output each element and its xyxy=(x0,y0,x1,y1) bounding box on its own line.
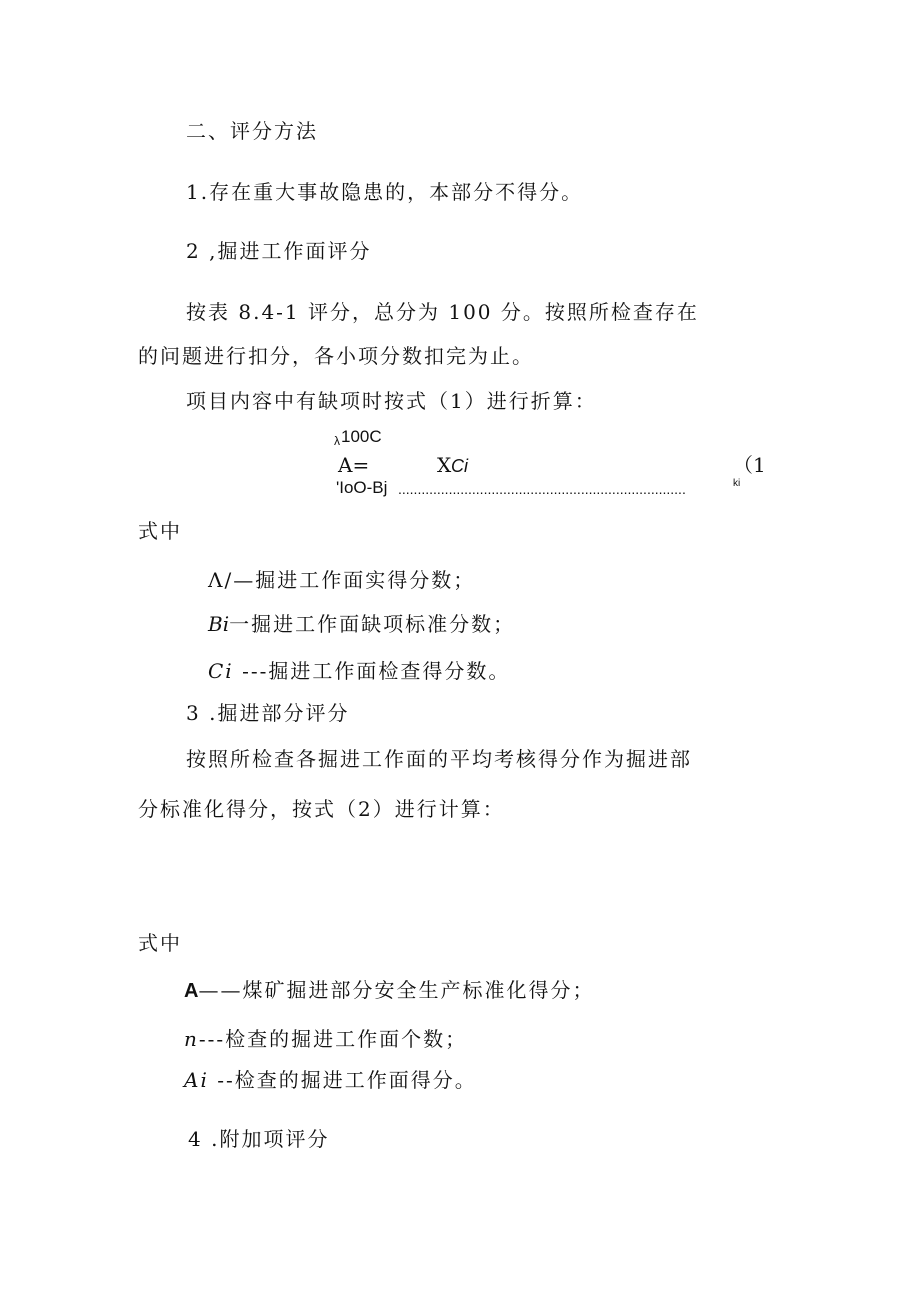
formula-1-ki-label: ki xyxy=(733,478,741,489)
item-1-text: 1.存在重大事故隐患的，本部分不得分。 xyxy=(186,180,584,204)
item-3-paragraph-line-1: 按照所检查各掘进工作面的平均考核得分作为掘进部 xyxy=(186,747,692,771)
definition-a-symbol: Λ xyxy=(208,568,225,592)
definition2-ai-text: --检查的掘进工作面得分。 xyxy=(217,1068,477,1092)
section-title: 二、评分方法 xyxy=(186,119,318,143)
definition2-n-symbol: n xyxy=(184,1027,199,1051)
where-label-1: 式中 xyxy=(138,519,182,543)
formula-1-times: X xyxy=(437,453,452,477)
definition-b-symbol: Bi xyxy=(208,612,230,636)
item-4-heading: 4 .附加项评分 xyxy=(188,1127,330,1151)
definition-c-symbol: Ci xyxy=(208,659,234,683)
definition2-a-line xyxy=(184,977,594,1004)
formula-1-dot-leader: .......................................................................... xyxy=(398,481,686,497)
definition-c-text: ---掘进工作面检查得分数。 xyxy=(242,659,511,683)
item-2-paragraph-line-2: 的问题进行扣分，各小项分数扣完为止。 xyxy=(138,344,534,368)
definition-a-text: /—掘进工作面实得分数； xyxy=(224,568,476,592)
definition-b-text: 一掘进工作面缺项标准分数； xyxy=(229,612,516,636)
definition2-a-text: ——煤矿掘进部分安全生产标准化得分； xyxy=(198,978,595,1002)
definition-b-line xyxy=(208,611,515,637)
formula-1-denominator: 'IoO-Bj xyxy=(336,478,388,497)
item-2-missing-items-text: 项目内容中有缺项时按式（1）进行折算： xyxy=(186,389,597,413)
formula-1-numerator-prefix: λ xyxy=(334,434,340,448)
formula-1-numerator: 100C xyxy=(341,427,382,446)
formula-1-lhs: A= xyxy=(338,453,370,477)
item-2-heading: 2 ,掘进工作面评分 xyxy=(186,239,372,263)
where-label-2: 式中 xyxy=(138,931,182,955)
definition-c-line xyxy=(208,658,510,684)
definition2-n-text: ---检查的掘进工作面个数； xyxy=(198,1027,468,1051)
formula-1-ci: Ci xyxy=(451,456,468,476)
formula-1-equation-number: （1 xyxy=(733,453,766,477)
definition2-n-line xyxy=(184,1026,467,1052)
item-2-paragraph-line-1: 按表 8.4-1 评分，总分为 100 分。按照所检查存在 xyxy=(186,300,699,324)
definition2-a-symbol: A xyxy=(184,980,199,1002)
item-3-paragraph-line-2: 分标准化得分，按式（2）进行计算： xyxy=(138,797,505,821)
definition2-ai-line xyxy=(184,1067,477,1093)
item-3-heading: 3 .掘进部分评分 xyxy=(186,701,350,725)
definition2-ai-symbol: Ai xyxy=(184,1068,209,1092)
definition-a-line xyxy=(208,567,475,593)
